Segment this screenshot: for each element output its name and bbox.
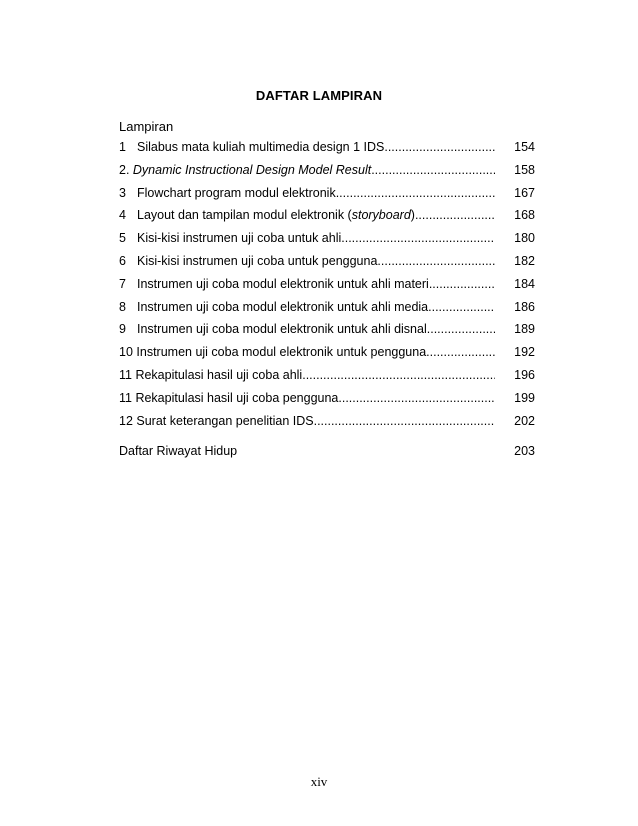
appendix-entry (119, 276, 535, 292)
dot-leader (384, 139, 495, 155)
entry-page: 196 (514, 368, 535, 382)
entry-number: 11 (119, 368, 136, 382)
entry-number: 8 (119, 300, 126, 314)
entry-title: Instrumen uji coba modul elektronik untuk ahli media (137, 300, 429, 314)
entry-text (119, 139, 495, 155)
entry-title-suffix: ) (410, 208, 415, 222)
entry-page: 158 (514, 163, 535, 177)
entry-text (119, 390, 495, 406)
dot-leader (341, 230, 495, 246)
entry-title: Layout dan tampilan modul elektronik ( (137, 208, 352, 222)
entry-title: Rekapitulasi hasil uji coba ahli (135, 368, 303, 382)
entry-title: Instrumen uji coba modul elektronik untuk pengguna (136, 345, 427, 359)
appendix-entry (119, 207, 535, 223)
entry-title: Instrumen uji coba modul elektronik untuk ahli materi (137, 277, 429, 291)
entry-number: 9 (119, 322, 126, 336)
entry-label (119, 344, 426, 360)
entry-label (119, 321, 427, 337)
entry-number: 11 (119, 391, 136, 405)
entry-number: 7 (119, 277, 126, 291)
entry-page: 182 (514, 254, 535, 268)
riwayat-label: Daftar Riwayat Hidup (119, 444, 238, 458)
appendix-entry (119, 185, 535, 201)
appendix-entry (119, 230, 535, 246)
entry-page: 199 (514, 391, 535, 405)
entry-number: 2. (119, 163, 133, 177)
entry-text (119, 413, 495, 429)
entry-title: Silabus mata kuliah multimedia design 1 IDS (137, 140, 385, 154)
entry-page: 189 (514, 322, 535, 336)
entry-label (119, 185, 336, 201)
dot-leader (336, 185, 495, 201)
riwayat-page: 203 (514, 444, 535, 458)
dot-leader (415, 207, 495, 223)
appendix-entry (119, 367, 535, 383)
dot-leader (314, 413, 495, 429)
dot-leader (371, 162, 495, 178)
dot-leader (338, 390, 495, 406)
entry-text (119, 162, 495, 178)
dot-leader (302, 367, 495, 383)
entry-text (119, 367, 495, 383)
entry-title: Flowchart program modul elektronik (137, 186, 336, 200)
entry-text (119, 230, 495, 246)
appendix-entry (119, 344, 535, 360)
entry-page: 186 (514, 300, 535, 314)
entry-label (119, 139, 384, 155)
entry-text (119, 299, 495, 315)
appendix-entry (119, 413, 535, 429)
entry-number: 4 (119, 208, 126, 222)
riwayat-row (119, 443, 535, 459)
entry-text (119, 321, 495, 337)
entry-text (119, 276, 495, 292)
entry-label (119, 207, 415, 223)
entry-page: 167 (514, 186, 535, 200)
entry-text (119, 185, 495, 201)
dot-leader (377, 253, 495, 269)
dot-leader (429, 276, 495, 292)
entry-label (119, 390, 338, 406)
dot-leader (426, 344, 495, 360)
entry-text (119, 344, 495, 360)
entry-title: Kisi-kisi instrumen uji coba untuk pengguna (137, 254, 378, 268)
entry-number: 3 (119, 186, 126, 200)
page-title: DAFTAR LAMPIRAN (255, 88, 383, 103)
entry-title-italic: storyboard (351, 208, 411, 222)
entry-page: 184 (514, 277, 535, 291)
entry-title: Rekapitulasi hasil uji coba pengguna (135, 391, 339, 405)
entry-page: 180 (514, 231, 535, 245)
appendix-entry (119, 299, 535, 315)
entry-label (119, 413, 314, 429)
entry-label (119, 230, 341, 246)
entry-text (119, 207, 495, 223)
entry-title: Instrumen uji coba modul elektronik untuk ahli disnal (137, 322, 427, 336)
section-heading: Lampiran (119, 119, 174, 134)
entry-title-italic: Dynamic Instructional Design Model Result (132, 163, 372, 177)
entry-label (119, 299, 428, 315)
page-number: xiv (310, 774, 328, 789)
appendix-entry (119, 139, 535, 155)
appendix-entry (119, 253, 535, 269)
entry-title: Kisi-kisi instrumen uji coba untuk ahli (137, 231, 342, 245)
entry-title: Surat keterangan penelitian IDS (136, 414, 314, 428)
entry-label (119, 162, 371, 178)
dot-leader (427, 321, 495, 337)
entry-label (119, 253, 377, 269)
appendix-entry (119, 390, 535, 406)
entry-page: 154 (514, 140, 535, 154)
entry-number: 1 (119, 140, 126, 154)
entry-label (119, 367, 302, 383)
appendix-entry (119, 321, 535, 337)
entry-page: 168 (514, 208, 535, 222)
entry-number: 10 (119, 345, 137, 359)
entry-text (119, 253, 495, 269)
entry-number: 12 (119, 414, 137, 428)
dot-leader (428, 299, 495, 315)
entry-label (119, 276, 429, 292)
entry-number: 5 (119, 231, 126, 245)
entry-number: 6 (119, 254, 126, 268)
appendix-entry (119, 162, 535, 178)
entry-page: 192 (514, 345, 535, 359)
entry-page: 202 (514, 414, 535, 428)
